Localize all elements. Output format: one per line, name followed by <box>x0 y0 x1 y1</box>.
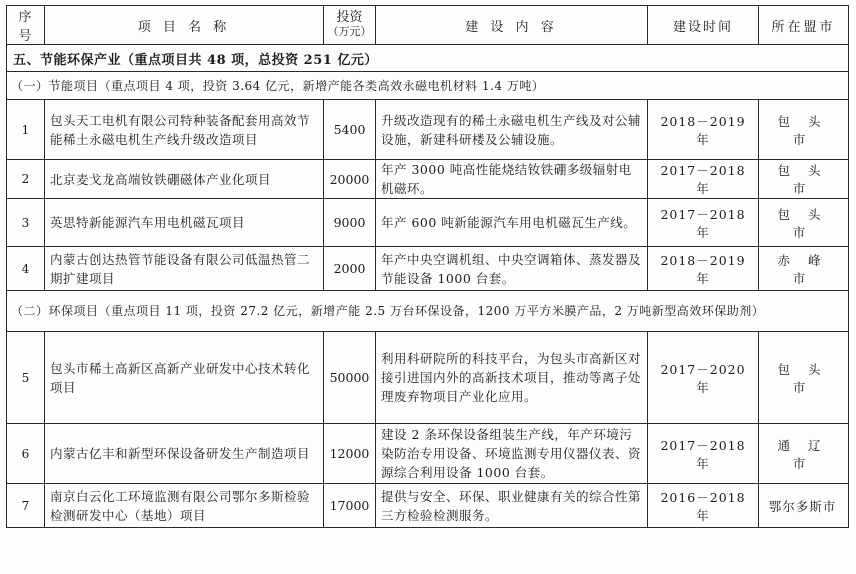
row-content: 年产 3000 吨高性能烧结钕铁硼多级辐射电机磁环。 <box>376 160 648 199</box>
subsection-title-2: （二）环保项目（重点项目 11 项，投资 27.2 亿元，新增产能 2.5 万台环保设备，1200 万平方米膜产品，2 万吨新型高效环保助剂） <box>7 291 849 332</box>
header-invest-label: 投资 <box>336 10 363 25</box>
header-seq: 序号 <box>7 6 45 45</box>
row-invest: 17000 <box>324 484 376 528</box>
row-seq: 5 <box>7 332 45 424</box>
row-city: 包头市 <box>759 332 849 424</box>
row-city: 包头市 <box>759 100 849 160</box>
subsection-row <box>7 291 849 332</box>
projects-table <box>6 5 849 528</box>
row-seq: 2 <box>7 160 45 199</box>
row-time: 2016－2018 年 <box>648 484 759 528</box>
row-name: 包头市稀土高新区高新产业研发中心技术转化项目 <box>45 332 324 424</box>
row-city: 包头市 <box>759 160 849 199</box>
row-time: 2018－2019 年 <box>648 100 759 160</box>
row-time: 2017－2020 年 <box>648 332 759 424</box>
row-city: 鄂尔多斯市 <box>759 484 849 528</box>
header-name: 项 目 名 称 <box>45 6 324 45</box>
row-city: 赤峰市 <box>759 247 849 291</box>
table-row <box>7 332 849 424</box>
row-seq: 4 <box>7 247 45 291</box>
header-content: 建 设 内 容 <box>376 6 648 45</box>
header-city: 所在盟市 <box>759 6 849 45</box>
row-invest: 9000 <box>324 199 376 247</box>
table-row <box>7 160 849 199</box>
row-seq: 7 <box>7 484 45 528</box>
row-invest: 5400 <box>324 100 376 160</box>
row-content: 年产中央空调机组、中央空调箱体、蒸发器及节能设备 1000 台套。 <box>376 247 648 291</box>
row-city: 包头市 <box>759 199 849 247</box>
row-name: 南京白云化工环境监测有限公司鄂尔多斯检验检测研发中心（基地）项目 <box>45 484 324 528</box>
table-row <box>7 424 849 484</box>
table-row <box>7 199 849 247</box>
header-row <box>7 6 849 45</box>
row-seq: 1 <box>7 100 45 160</box>
table-row <box>7 100 849 160</box>
row-invest: 2000 <box>324 247 376 291</box>
row-time: 2017－2018 年 <box>648 424 759 484</box>
row-invest: 20000 <box>324 160 376 199</box>
header-time: 建设时间 <box>648 6 759 45</box>
row-city: 通辽市 <box>759 424 849 484</box>
section-title: 五、节能环保产业（重点项目共 48 项，总投资 251 亿元） <box>7 45 849 72</box>
row-name: 内蒙古创达热管节能设备有限公司低温热管二期扩建项目 <box>45 247 324 291</box>
row-name: 北京麦戈龙高端钕铁硼磁体产业化项目 <box>45 160 324 199</box>
row-invest: 12000 <box>324 424 376 484</box>
header-invest <box>324 6 376 45</box>
row-seq: 3 <box>7 199 45 247</box>
subsection-row <box>7 72 849 100</box>
subsection-title-1: （一）节能项目（重点项目 4 项，投资 3.64 亿元，新增产能各类高效永磁电机材料 1.4 万吨） <box>7 72 849 100</box>
row-time: 2018－2019 年 <box>648 247 759 291</box>
row-name: 包头天工电机有限公司特种装备配套用高效节能稀土永磁电机生产线升级改造项目 <box>45 100 324 160</box>
row-content: 年产 600 吨新能源汽车用电机磁瓦生产线。 <box>376 199 648 247</box>
row-time: 2017－2018 年 <box>648 199 759 247</box>
row-time: 2017－2018 年 <box>648 160 759 199</box>
row-name: 英思特新能源汽车用电机磁瓦项目 <box>45 199 324 247</box>
row-invest: 50000 <box>324 332 376 424</box>
row-seq: 6 <box>7 424 45 484</box>
row-content: 建设 2 条环保设备组装生产线，年产环境污染防治专用设备、环境监测专用仪器仪表、资源综合利用设备 1000 台套。 <box>376 424 648 484</box>
row-content: 升级改造现有的稀土永磁电机生产线及对公辅设施，新建科研楼及公辅设施。 <box>376 100 648 160</box>
table-row <box>7 247 849 291</box>
row-content: 提供与安全、环保、职业健康有关的综合性第三方检验检测服务。 <box>376 484 648 528</box>
row-content: 利用科研院所的科技平台，为包头市高新区对接引进国内外的高新技术项目，推动等离子处理废弃物项目产业化应用。 <box>376 332 648 424</box>
section-row <box>7 45 849 72</box>
table-row <box>7 484 849 528</box>
row-name: 内蒙古亿丰和新型环保设备研发生产制造项目 <box>45 424 324 484</box>
header-invest-unit: （万元） <box>327 25 372 38</box>
